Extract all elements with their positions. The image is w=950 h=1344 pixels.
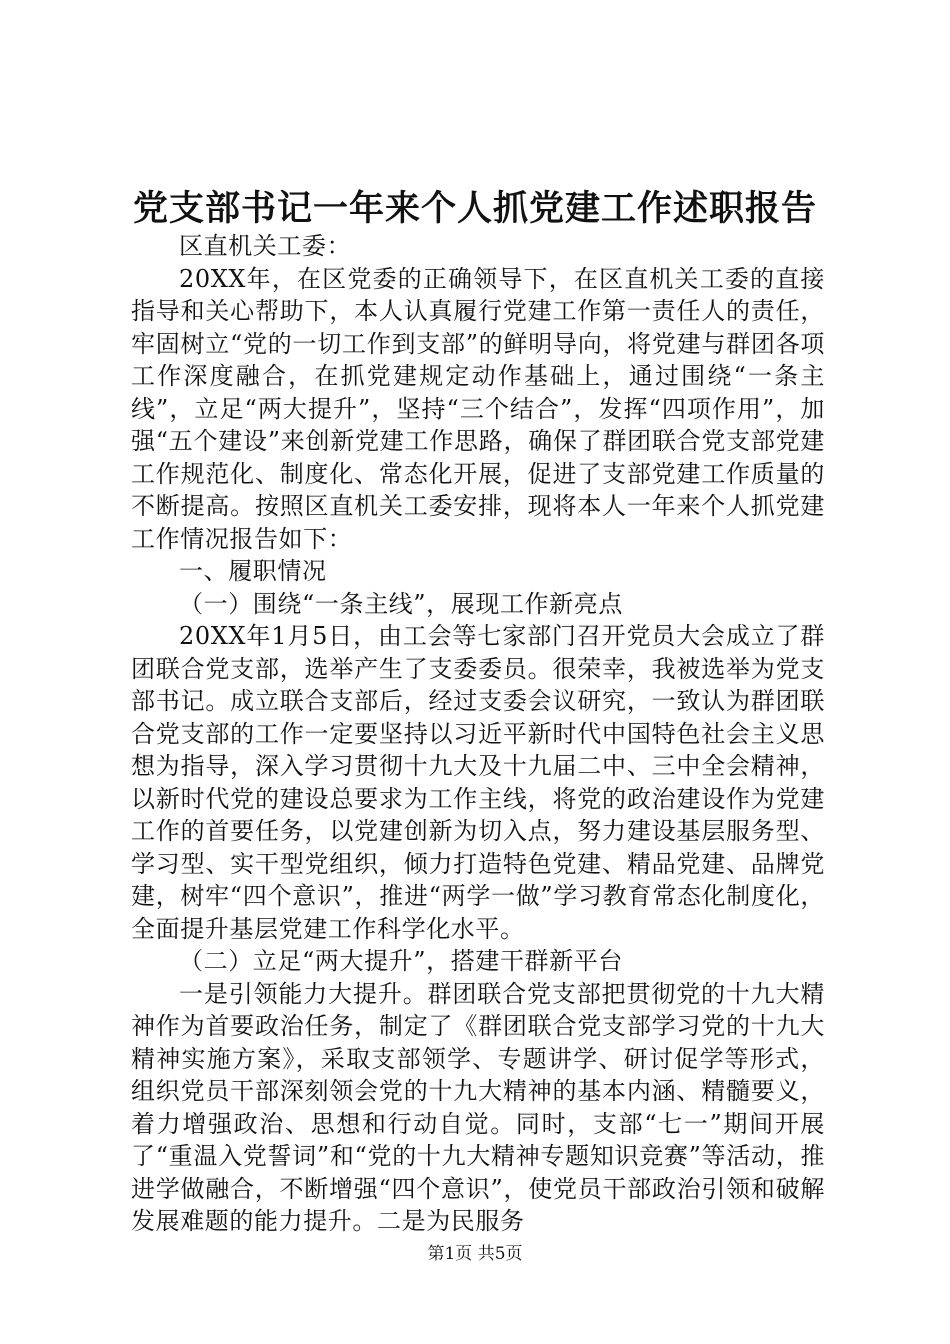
body-paragraph: 20XX年1月5日，由工会等七家部门召开党员大会成立了群团联合党支部，选举产生了支委委员。很荣幸，我被选举为党支部书记。成立联合支部后，经过支委会议研究，一致认为群团联合党支部的工作一定要坚持以习近平新时代中国特色社会主义思想为指导，深入学习贯彻十九大及十九届二中、三中全会精神，以新时代党的建设总要求为工作主线，将党的政治建设作为党建工作的首要任务，以党建创新为切入点，努力建设基层服务型、学习型、实干型党组织，倾力打造特色党建、精品党建、品牌党建，树牢“四个意识”，推进“两学一做”学习教育常态化制度化，全面提升基层党建工作科学化水平。: [131, 622, 825, 943]
section-heading: 一、履职情况: [179, 557, 327, 585]
salutation: 区直机关工委：: [179, 232, 352, 260]
page-footer: 第1页 共5页: [427, 1244, 523, 1264]
body-paragraph: 一是引领能力大提升。群团联合党支部把贯彻党的十九大精神作为首要政治任务，制定了《群团联合党支部学习党的十九大精神实施方案》，采取支部领学、专题讲学、研讨促学等形式，组织党员干部深刻领会党的十九大精神的基本内涵、精髓要义，着力增强政治、思想和行动自觉。同时，支部“七一”期间开展了“重温入党誓词”和“党的十九大精神专题知识竞赛”等活动，推进学做融合，不断增强“四个意识”，使党员干部政治引领和破解发展难题的能力提升。二是为民服务: [131, 979, 825, 1235]
document-title: 党支部书记一年来个人抓党建工作述职报告: [132, 188, 817, 229]
subsection-heading: （二）立足“两大提升”，搭建干群新平台: [179, 947, 623, 975]
subsection-heading: （一）围绕“一条主线”，展现工作新亮点: [179, 589, 623, 618]
document-body: [131, 230, 825, 1238]
intro-paragraph: 20XX年，在区党委的正确领导下，在区直机关工委的直接指导和关心帮助下，本人认真履行党建工作第一责任人的责任，牢固树立“党的一切工作到支部”的鲜明导向，将党建与群团各项工作深度融合，在抓党建规定动作基础上，通过围绕“一条主线”，立足“两大提升”，坚持“三个结合”，发挥“四项作用”，加强“五个建设”来创新党建工作思路，确保了群团联合党支部党建工作规范化、制度化、常态化开展，促进了支部党建工作质量的不断提高。按照区直机关工委安排，现将本人一年来个人抓党建工作情况报告如下：: [131, 264, 825, 553]
